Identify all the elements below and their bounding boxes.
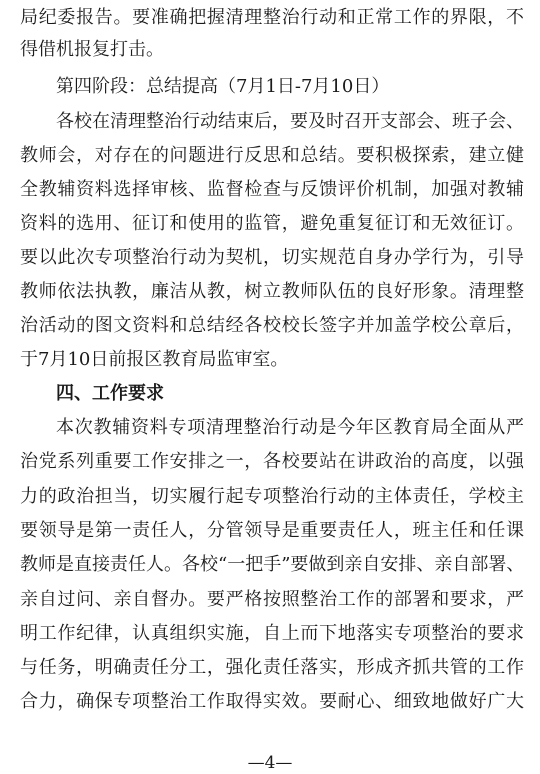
- body-text-line: 与任务，明确责任分工，强化责任落实，形成齐抓共管的工作: [20, 657, 524, 678]
- body-text-line: 力的政治担当，切实履行起专项整治行动的主体责任，学校主: [20, 486, 524, 507]
- body-text-line: 本次教辅资料专项清理整治行动是今年区教育局全面从严: [56, 417, 524, 438]
- body-text-line: 资料的选用、征订和使用的监管，避免重复征订和无效征订。: [20, 213, 524, 234]
- page-number: —4—: [247, 753, 293, 773]
- body-text-line: 教师会，对存在的问题进行反思和总结。要积极探索，建立健: [20, 145, 524, 166]
- stage-four-heading: 第四阶段：总结提高（7月1日-7月10日）: [56, 76, 390, 97]
- body-text-line: 明工作纪律，认真组织实施，自上而下地落实专项整治的要求: [20, 623, 524, 644]
- body-text-line: 教师依法执教，廉洁从教，树立教师队伍的良好形象。清理整: [20, 281, 524, 302]
- body-text-line: 全教辅资料选择审核、监督检查与反馈评价机制，加强对教辅: [20, 179, 524, 200]
- body-text-line: 治党系列重要工作安排之一，各校要站在讲政治的高度，以强: [20, 451, 524, 472]
- body-text-line: 各校在清理整治行动结束后，要及时召开支部会、班子会、: [56, 111, 524, 132]
- body-text-line: 要以此次专项整治行动为契机，切实规范自身办学行为，引导: [20, 247, 524, 268]
- body-text-line: 要领导是第一责任人，分管领导是重要责任人，班主任和任课: [20, 520, 524, 541]
- body-text-line: 治活动的图文资料和总结经各校校长签字并加盖学校公章后，: [20, 315, 524, 336]
- section-four-heading: 四、工作要求: [56, 383, 164, 404]
- body-text-line: 亲自过问、亲自督办。要严格按照整治工作的部署和要求，严: [20, 589, 524, 610]
- body-text-line: 局纪委报告。要准确把握清理整治行动和正常工作的界限，不: [20, 7, 524, 28]
- body-text-line: 合力，确保专项整治工作取得实效。要耐心、细致地做好广大: [20, 691, 524, 712]
- body-text-line: 于7月10日前报区教育局监审室。: [20, 349, 289, 370]
- body-text-line: 教师是直接责任人。各校“一把手”要做到亲自安排、亲自部署、: [20, 554, 524, 575]
- body-text-line: 得借机报复打击。: [20, 39, 164, 60]
